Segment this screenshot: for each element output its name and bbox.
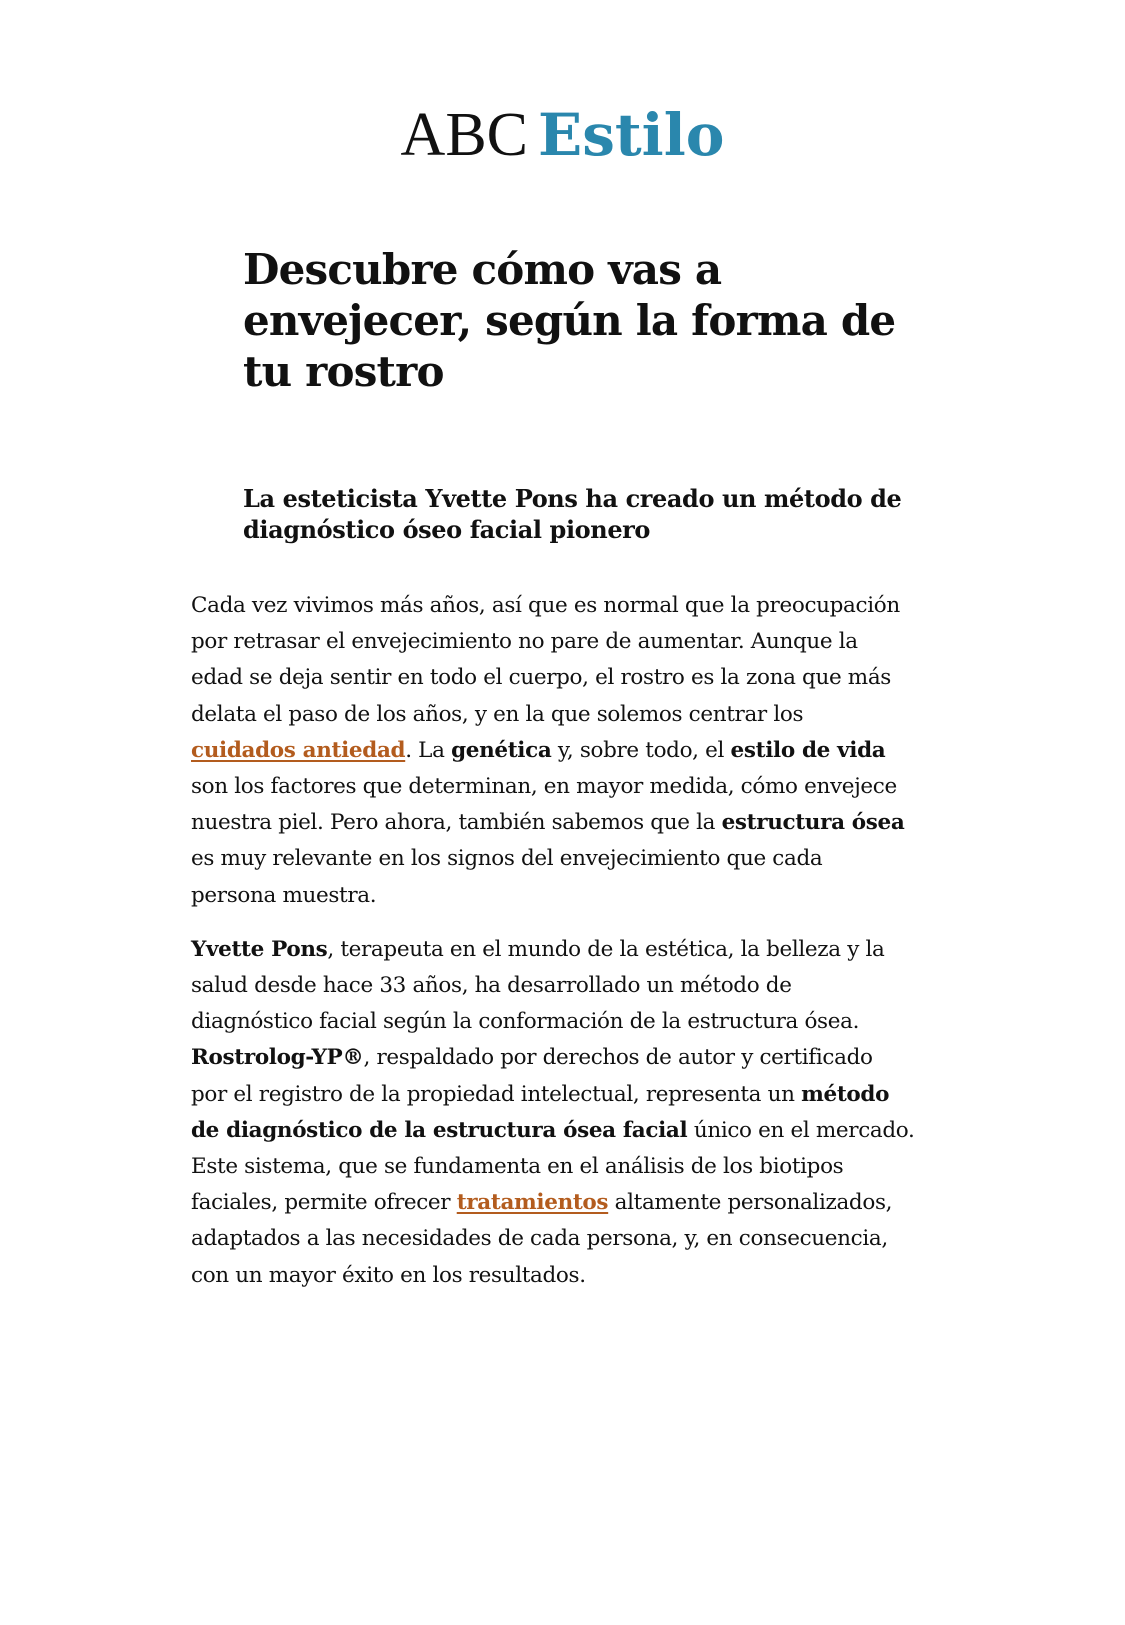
link-tratamientos[interactable]: tratamientos: [456, 1190, 609, 1216]
estilo-section: Estilo: [538, 101, 725, 169]
article-headline: Descubre cómo vas a envejecer, según la forma de tu rostro: [243, 245, 896, 396]
paragraph-2: Yvette Pons, terapeuta en el mundo de la estética, la belleza y la salud desde hace 33 años, ha desarrollado un método de diagnóstico facial según la conformación de la estructura ósea. Rostrolog-YP®, respaldado por derechos de autor y certificado por el registro de la propiedad intelectual, representa un método de diagnóstico de la estructura ósea facial único en el mercado. Este sistema, que se fundamenta en el análisis de los biotipos faciales, permite ofrecer tratamientos altamente personalizados, adaptados a las necesidades de cada persona, y, en consecuencia, con un mayor éxito en los resultados.: [191, 936, 915, 1288]
masthead-logo[interactable]: [0, 101, 1125, 169]
paragraph-1: Cada vez vivimos más años, así que es normal que la preocupación por retrasar el envejecimiento no pare de aumentar. Aunque la edad se deja sentir en todo el cuerpo, el rostro es la zona que más delata el paso de los años, y en la que solemos centrar los cuidados antiedad. La genética y, sobre todo, el estilo de vida son los factores que determinan, en mayor medida, cómo envejece nuestra piel. Pero ahora, también sabemos que la estructura ósea es muy relevante en los signos del envejecimiento que cada persona muestra.: [191, 593, 905, 908]
article-subtitle: La esteticista Yvette Pons ha creado un método de diagnóstico óseo facial pionero: [243, 484, 902, 544]
link-cuidados-antiedad[interactable]: cuidados antiedad: [191, 737, 406, 763]
article-body: [191, 588, 951, 1312]
abc-brand: ABC: [400, 101, 529, 169]
